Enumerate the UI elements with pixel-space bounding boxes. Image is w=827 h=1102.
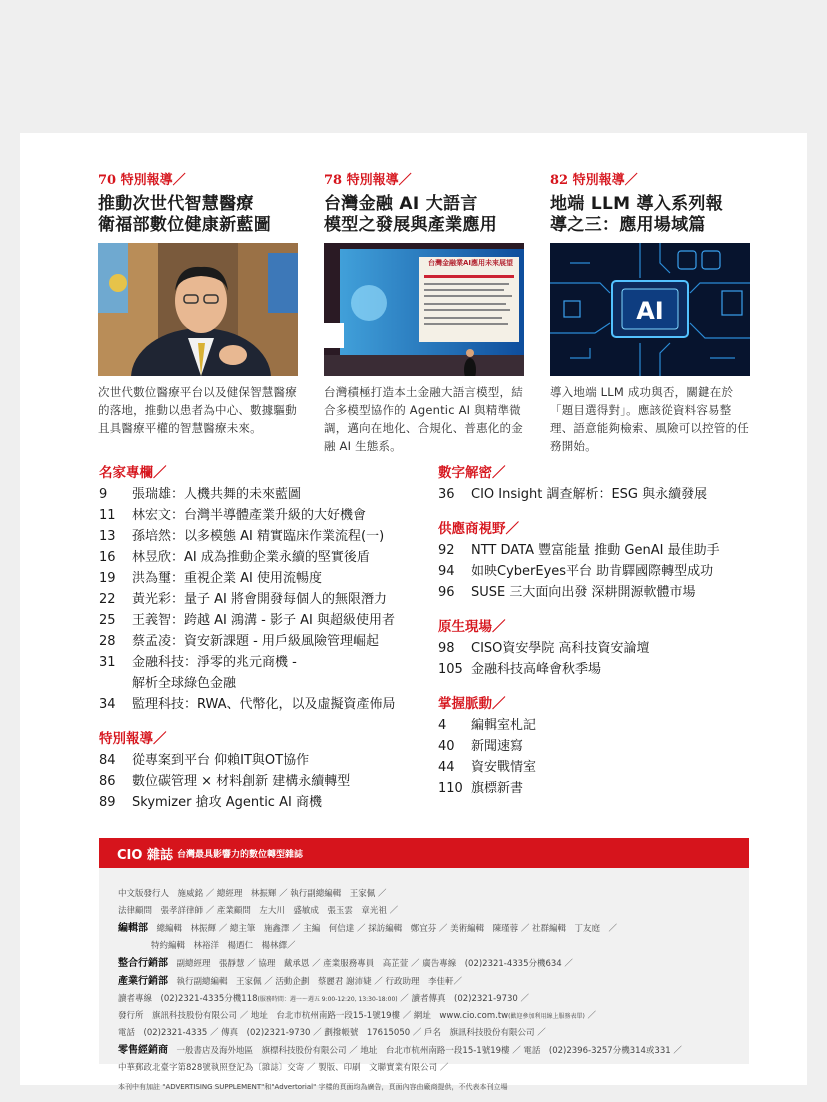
feature-title: 推動次世代智慧醫療 衛福部數位健康新藍圖 [98, 194, 271, 235]
section-columnists [99, 464, 429, 715]
credit-line: 編輯部 總編輯 林振輝 ／ 總主筆 施鑫澤 ／ 主編 何信達 ／ 採訪編輯 鄭宜芬 ／ 美術編輯 陳瑾蓉 ／ 社群編輯 丁友庭 ／ [118, 923, 618, 934]
credit-line: 法律顧問 張孝詳律師 ／ 產業顧問 左大川 盛敏成 張玉雲 章光祖 ／ [118, 906, 399, 916]
credit-line: 產業行銷部 執行副總編輯 王家佩 ／ 活動企劃 蔡麗君 謝沛婕 ／ 行政助理 李佳軒／ [118, 976, 463, 987]
toc-entry-continued[interactable]: 解析全球綠色金融 [132, 676, 237, 691]
toc-entry[interactable]: 84 從專案到平台 仰賴IT與OT協作 [99, 753, 310, 768]
feature-title: 地端 LLM 導入系列報 導之三：應用場域篇 [550, 194, 724, 235]
feature-photo-conference [324, 243, 524, 376]
contents-right-column [438, 464, 768, 814]
credit-line: 讀者專線 (02)2321-4335分機118(服務時間：週一～週五 9:00-12:20, 13:30-18:00) ／ 讀者傳真 (02)2321-9730 ／ [118, 994, 529, 1004]
section-data-insight [438, 464, 768, 505]
credit-line: 中華郵政北臺字第828號執照登記為〔雜誌〕交寄 ／ 製版、印刷 文聯實業有限公司 ／ [118, 1063, 449, 1073]
section-pulse [438, 695, 768, 799]
toc-entry[interactable]: 40 新聞速寫 [438, 739, 524, 754]
section-special-reports [99, 730, 429, 813]
feature-kicker: 70 特別報導／ [98, 173, 186, 188]
toc-entry[interactable]: 96 SUSE 三大面向出發 深耕開源軟體市場 [438, 585, 696, 600]
toc-entry[interactable]: 105 金融科技高峰會秋季場 [438, 662, 602, 677]
feature-description: 台灣積極打造本土金融大語言模型，結合多模型協作的 Agentic AI 與精準微調，邁向在地化、合規化、普惠化的金融 AI 生態系。 [324, 385, 523, 453]
section-title: 特別報導／ [99, 731, 167, 747]
toc-entry[interactable]: 89 Skymizer 搶攻 Agentic AI 商機 [99, 795, 322, 810]
credit-line: 零售經銷商 一般書店及海外地區 旗標科技股份有限公司 ／ 地址 台北市杭州南路一段15-1號19樓 ／ 電話 (02)2396-3257分機314或331 ／ [118, 1045, 682, 1056]
toc-entry[interactable]: 19 洪為璽：重視企業 AI 使用流暢度 [99, 571, 322, 586]
contents-left-column [99, 464, 429, 828]
masthead-credits [99, 868, 749, 1096]
masthead [99, 838, 749, 1091]
toc-entry[interactable]: 13 孫培然：以多模態 AI 精實臨床作業流程(一) [99, 529, 385, 544]
toc-entry[interactable]: 98 CISO資安學院 高科技資安論壇 [438, 641, 650, 656]
section-title: 掌握脈動／ [438, 696, 506, 712]
toc-entry[interactable]: 110 旗標新書 [438, 781, 524, 796]
section-title: 供應商視野／ [438, 521, 519, 537]
toc-entry[interactable]: 36 CIO Insight 調查解析：ESG 與永續發展 [438, 487, 708, 502]
credit-line: 中文版發行人 施威銘 ／ 總經理 林振輝 ／ 執行副總編輯 王家佩 ／ [118, 889, 387, 899]
section-vendor-view [438, 520, 768, 603]
feature-description: 次世代數位醫療平台以及健保智慧醫療的落地，推動以患者為中心、數據驅動且具醫療平權的智慧醫療未來。 [98, 385, 297, 435]
toc-entry[interactable]: 28 蔡孟凌：資安新課題 - 用戶級風險管理崛起 [99, 634, 379, 649]
contents-page [20, 133, 807, 1091]
credit-line: 特約編輯 林裕洋 楊迺仁 楊林繹／ [151, 941, 296, 951]
toc-entry[interactable]: 92 NTT DATA 豐富能量 推動 GenAI 最佳助手 [438, 543, 720, 558]
toc-entry[interactable]: 16 林昱欣：AI 成為推動企業永續的堅實後盾 [99, 550, 370, 565]
masthead-banner [99, 838, 749, 868]
feature-finance-ai[interactable] [324, 173, 524, 455]
feature-kicker: 78 特別報導／ [324, 173, 412, 188]
toc-entry[interactable]: 22 黃光彩：量子 AI 將會開發每個人的無限潛力 [99, 592, 387, 607]
feature-local-llm[interactable] [550, 173, 750, 455]
feature-description: 導入地端 LLM 成功與否，關鍵在於「題目選得對」。應該從資料容易整理、語意能夠檢索、風險可以控管的任務開始。 [550, 385, 749, 453]
toc-entry[interactable]: 9 張瑞雄：人機共舞的未來藍圖 [99, 487, 302, 502]
toc-entry[interactable]: 34 監理科技：RWA、代幣化，以及虛擬資產佈局 [99, 697, 396, 712]
feature-ai-chip-image [550, 243, 750, 376]
feature-photo-official [98, 243, 298, 376]
toc-entry[interactable]: 31 金融科技：淨零的兆元商機 - [99, 655, 297, 670]
section-title: 原生現場／ [438, 619, 506, 635]
toc-entry[interactable]: 44 資安戰情室 [438, 760, 537, 775]
feature-health[interactable] [98, 173, 298, 437]
toc-entry[interactable]: 94 如映CyberEyes平台 助肯驛國際轉型成功 [438, 564, 714, 579]
credit-line: 整合行銷部 副總經理 張靜慧 ／ 協理 戴承恩 ／ 產業服務專員 高芷萱 ／ 廣告專線 (02)2321-4335分機634 ／ [118, 958, 573, 969]
section-live-events [438, 618, 768, 680]
advertorial-note: 本刊中有加註 "ADVERTISING SUPPLEMENT"和"Advertorial" 字樣的頁面均為廣告，頁面內容由廠商提供，不代表本刊立場 [118, 1083, 508, 1091]
magazine-brand: CIO 雜誌 [117, 847, 173, 863]
toc-entry[interactable]: 11 林宏文：台灣半導體產業升級的大好機會 [99, 508, 367, 523]
feature-title: 台灣金融 AI 大語言 模型之發展與產業應用 [324, 194, 497, 235]
slide-heading: 台灣金融業AI應用未來展望 [428, 259, 514, 267]
section-title: 數字解密／ [438, 465, 506, 481]
toc-entry[interactable]: 4 編輯室札記 [438, 718, 537, 733]
feature-kicker: 82 特別報導／ [550, 173, 638, 188]
toc-entry[interactable]: 25 王義智：跨越 AI 鴻溝 - 影子 AI 與超級使用者 [99, 613, 395, 628]
credit-line: 電話 (02)2321-4335 ／ 傳真 (02)2321-9730 ／ 劃撥帳號 17615050 ／ 戶名 旗訊科技股份有限公司 ／ [118, 1028, 546, 1038]
toc-entry[interactable]: 86 數位碳管理 × 材料創新 建構永續轉型 [99, 774, 351, 789]
credit-line: 發行所 旗訊科技股份有限公司 ／ 地址 台北市杭州南路一段15-1號19樓 ／ 網址 www.cio.com.tw(歡迎參加利用線上服務表單) ／ [118, 1011, 597, 1021]
magazine-tagline: 台灣最具影響力的數位轉型雜誌 [176, 849, 303, 860]
section-title: 名家專欄／ [99, 465, 167, 481]
ai-chip-label: AI [636, 297, 664, 325]
